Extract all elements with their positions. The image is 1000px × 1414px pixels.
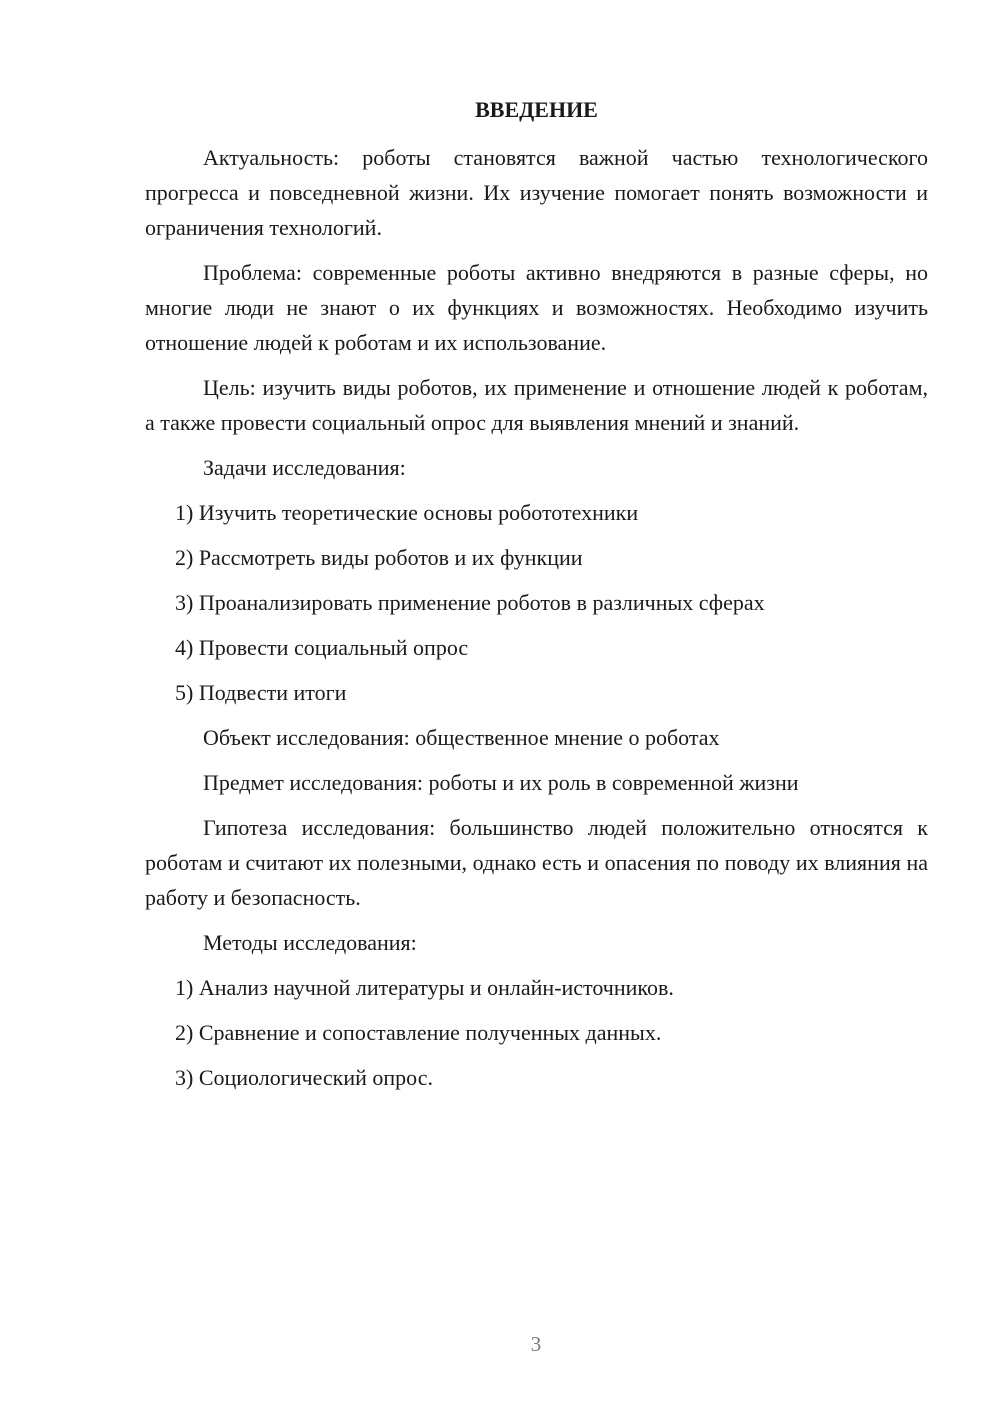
tasks-heading: Задачи исследования: <box>203 455 406 480</box>
problem-paragraph: Проблема: современные роботы активно внедряются в разные сферы, но многие люди не знают о их функциях и возможностях. Необходимо изучить отношение людей к роботам и их использование. <box>145 260 928 355</box>
relevance-paragraph: Актуальность: роботы становятся важной частью технологического прогресса и повседневной жизни. Их изучение помогает понять возможности и ограничения технологий. <box>145 145 928 240</box>
methods-list <box>145 970 928 1095</box>
task-item: 2) Рассмотреть виды роботов и их функции <box>175 545 583 570</box>
goal-paragraph: Цель: изучить виды роботов, их применение и отношение людей к роботам, а также провести социальный опрос для выявления мнений и знаний. <box>145 375 928 435</box>
task-item: 1) Изучить теоретические основы робототехники <box>175 500 639 525</box>
subject-line: Предмет исследования: роботы и их роль в современной жизни <box>203 770 799 795</box>
method-item: 1) Анализ научной литературы и онлайн-источников. <box>175 975 674 1000</box>
task-item: 4) Провести социальный опрос <box>175 635 469 660</box>
page-number: 3 <box>530 1332 542 1356</box>
method-item: 2) Сравнение и сопоставление полученных данных. <box>175 1020 662 1045</box>
task-item: 3) Проанализировать применение роботов в различных сферах <box>175 590 765 615</box>
section-title: ВВЕДЕНИЕ <box>475 97 598 122</box>
page-content <box>145 95 928 1105</box>
tasks-list <box>145 495 928 710</box>
methods-heading: Методы исследования: <box>203 930 417 955</box>
task-item: 5) Подвести итоги <box>175 680 347 705</box>
method-item: 3) Социологический опрос. <box>175 1065 433 1090</box>
object-line: Объект исследования: общественное мнение о роботах <box>203 725 720 750</box>
hypothesis-paragraph: Гипотеза исследования: большинство людей положительно относятся к роботам и считают их полезными, однако есть и опасения по поводу их влияния на работу и безопасность. <box>145 815 928 910</box>
